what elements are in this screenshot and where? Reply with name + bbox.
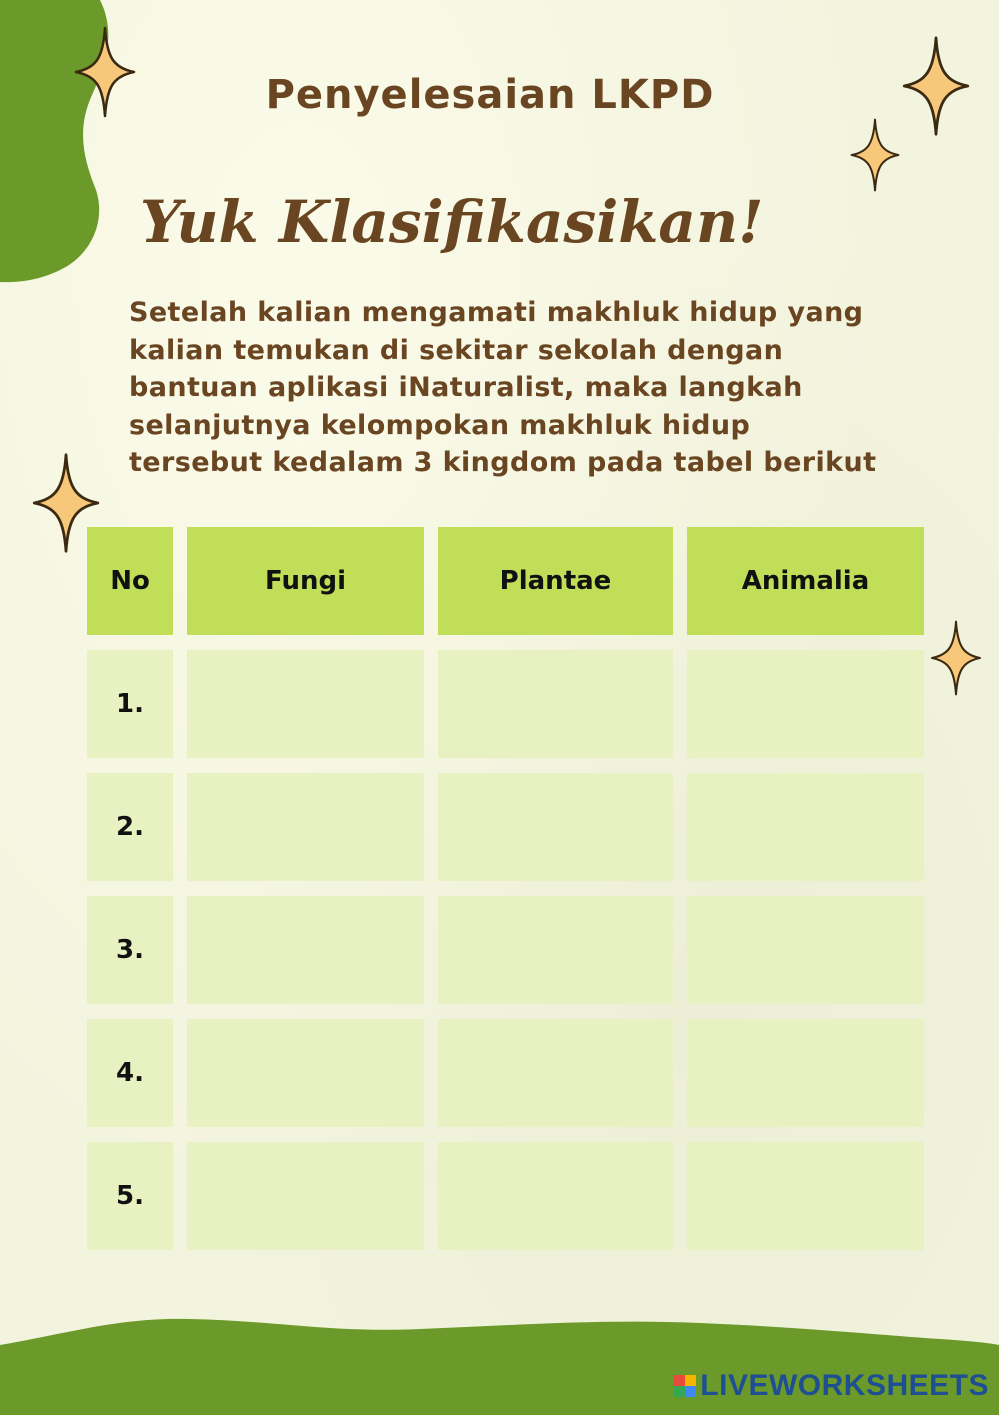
fungi-answer-cell[interactable] xyxy=(187,896,424,1004)
plantae-answer-cell[interactable] xyxy=(438,1142,673,1250)
brand-label: LIVEWORKSHEETS xyxy=(700,1369,989,1402)
plantae-answer-cell[interactable] xyxy=(438,773,673,881)
fungi-answer-cell[interactable] xyxy=(187,1019,424,1127)
row-number: 2. xyxy=(87,773,173,881)
row-number: 4. xyxy=(87,1019,173,1127)
page-title: Penyelesaian LKPD xyxy=(265,72,715,118)
plantae-answer-cell[interactable] xyxy=(438,650,673,758)
row-number: 5. xyxy=(87,1142,173,1250)
liveworksheets-brand[interactable] xyxy=(674,1369,989,1403)
fungi-answer-cell[interactable] xyxy=(187,650,424,758)
page-subtitle: Yuk Klasifikasikan! xyxy=(140,188,764,256)
plantae-answer-cell[interactable] xyxy=(438,1019,673,1127)
plantae-answer-cell[interactable] xyxy=(438,896,673,1004)
animalia-answer-cell[interactable] xyxy=(687,650,924,758)
row-number: 1. xyxy=(87,650,173,758)
animalia-answer-cell[interactable] xyxy=(687,1142,924,1250)
header-cell-no: No xyxy=(87,527,173,635)
sparkle-icon xyxy=(850,118,900,192)
liveworksheets-logo-icon xyxy=(674,1375,696,1397)
animalia-answer-cell[interactable] xyxy=(687,896,924,1004)
fungi-answer-cell[interactable] xyxy=(187,1142,424,1250)
header-cell-animalia: Animalia xyxy=(687,527,924,635)
instructions-text: Setelah kalian mengamati makhluk hidup yang kalian temukan di sekitar sekolah dengan bantuan aplikasi iNaturalist, maka langkah selanjutnya kelompokan makhluk hidup tersebut kedalam 3 kingdom pada tabel berikut xyxy=(129,297,877,478)
sparkle-icon xyxy=(930,620,982,696)
header-cell-fungi: Fungi xyxy=(187,527,424,635)
fungi-answer-cell[interactable] xyxy=(187,773,424,881)
classification-table xyxy=(87,527,924,1250)
row-number: 3. xyxy=(87,896,173,1004)
animalia-answer-cell[interactable] xyxy=(687,773,924,881)
header-cell-plantae: Plantae xyxy=(438,527,673,635)
animalia-answer-cell[interactable] xyxy=(687,1019,924,1127)
